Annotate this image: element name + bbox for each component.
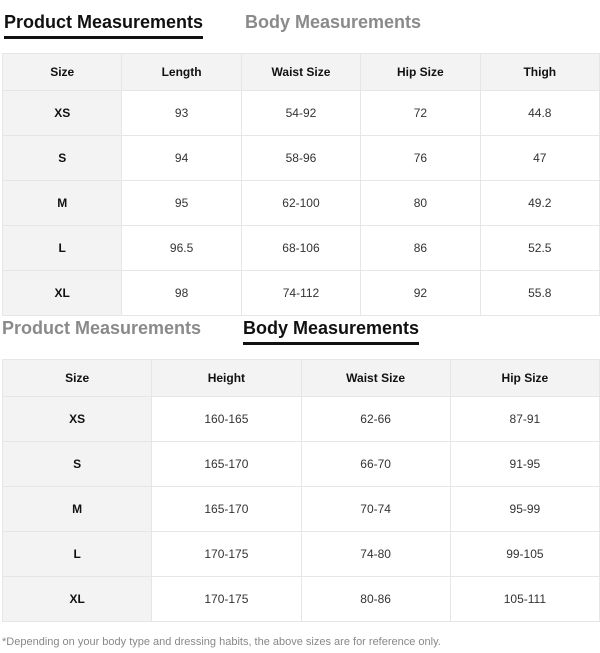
- waist-size-cell: 70-74: [301, 487, 450, 532]
- hip-size-cell: 86: [361, 226, 480, 271]
- column-header: Hip Size: [361, 54, 480, 91]
- table-header-row: [3, 54, 600, 91]
- column-header: Waist Size: [301, 360, 450, 397]
- hip-size-cell: 105-111: [450, 577, 599, 622]
- thigh-cell: 55.8: [480, 271, 599, 316]
- size-cell: XL: [3, 271, 122, 316]
- table-row: [3, 397, 600, 442]
- tab-product-measurements[interactable]: [4, 12, 203, 33]
- tab-label: Product Measurements: [4, 12, 204, 32]
- table-row: [3, 226, 600, 271]
- height-cell: 165-170: [152, 442, 301, 487]
- hip-size-cell: 92: [361, 271, 480, 316]
- table-row: [3, 271, 600, 316]
- product-measurements-table: [2, 53, 600, 316]
- table-row: [3, 136, 600, 181]
- length-cell: 93: [122, 91, 241, 136]
- size-cell: L: [3, 226, 122, 271]
- table-header-row: [3, 360, 600, 397]
- tab-label: Body Measurements: [245, 12, 422, 32]
- waist-size-cell: 62-100: [241, 181, 360, 226]
- table-row: [3, 181, 600, 226]
- size-cell: M: [3, 487, 152, 532]
- hip-size-cell: 91-95: [450, 442, 599, 487]
- thigh-cell: 44.8: [480, 91, 599, 136]
- hip-size-cell: 72: [361, 91, 480, 136]
- column-header: Size: [3, 360, 152, 397]
- height-cell: 165-170: [152, 487, 301, 532]
- waist-size-cell: 80-86: [301, 577, 450, 622]
- column-header: Waist Size: [241, 54, 360, 91]
- thigh-cell: 49.2: [480, 181, 599, 226]
- column-header: Thigh: [480, 54, 599, 91]
- size-cell: S: [3, 136, 122, 181]
- table-row: [3, 487, 600, 532]
- hip-size-cell: 87-91: [450, 397, 599, 442]
- column-header: Hip Size: [450, 360, 599, 397]
- height-cell: 160-165: [152, 397, 301, 442]
- reference-footnote: *Depending on your body type and dressing habits, the above sizes are for reference only.: [2, 636, 441, 648]
- tab-body-measurements[interactable]: [243, 318, 419, 339]
- length-cell: 94: [122, 136, 241, 181]
- length-cell: 96.5: [122, 226, 241, 271]
- body-measurements-section: [0, 316, 600, 606]
- tab-body-measurements[interactable]: [245, 12, 421, 33]
- product-measurements-section: [0, 0, 600, 300]
- active-tab-underline: [4, 36, 203, 39]
- size-cell: M: [3, 181, 122, 226]
- waist-size-cell: 66-70: [301, 442, 450, 487]
- hip-size-cell: 80: [361, 181, 480, 226]
- waist-size-cell: 74-112: [241, 271, 360, 316]
- tab-product-measurements[interactable]: [2, 318, 201, 339]
- hip-size-cell: 76: [361, 136, 480, 181]
- tab-label: Product Measurements: [2, 318, 202, 338]
- size-cell: XS: [3, 397, 152, 442]
- waist-size-cell: 74-80: [301, 532, 450, 577]
- thigh-cell: 52.5: [480, 226, 599, 271]
- measurement-tabs: [0, 0, 600, 50]
- hip-size-cell: 95-99: [450, 487, 599, 532]
- table-row: [3, 532, 600, 577]
- height-cell: 170-175: [152, 532, 301, 577]
- table-row: [3, 91, 600, 136]
- thigh-cell: 47: [480, 136, 599, 181]
- column-header: Height: [152, 360, 301, 397]
- tab-label: Body Measurements: [243, 318, 420, 338]
- size-cell: XL: [3, 577, 152, 622]
- column-header: Length: [122, 54, 241, 91]
- height-cell: 170-175: [152, 577, 301, 622]
- size-cell: XS: [3, 91, 122, 136]
- waist-size-cell: 62-66: [301, 397, 450, 442]
- size-cell: L: [3, 532, 152, 577]
- waist-size-cell: 58-96: [241, 136, 360, 181]
- length-cell: 95: [122, 181, 241, 226]
- table-row: [3, 577, 600, 622]
- hip-size-cell: 99-105: [450, 532, 599, 577]
- body-measurements-table: [2, 359, 600, 622]
- active-tab-underline: [243, 342, 419, 345]
- table-row: [3, 442, 600, 487]
- waist-size-cell: 68-106: [241, 226, 360, 271]
- waist-size-cell: 54-92: [241, 91, 360, 136]
- size-cell: S: [3, 442, 152, 487]
- length-cell: 98: [122, 271, 241, 316]
- column-header: Size: [3, 54, 122, 91]
